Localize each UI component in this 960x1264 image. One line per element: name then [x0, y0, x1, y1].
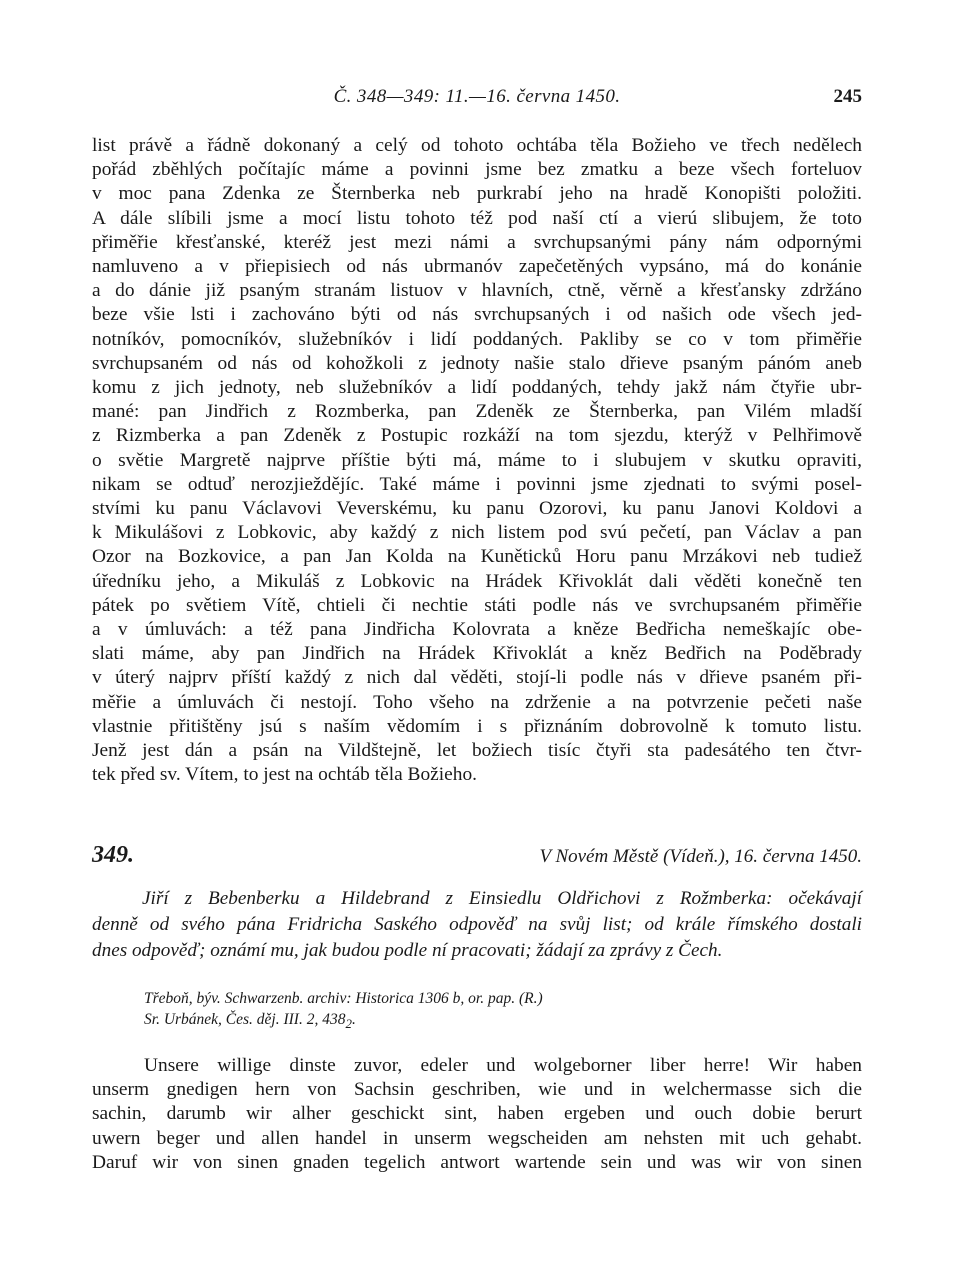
- regest-line: dnes odpověď; oznámí mu, jak budou podle ní pracovati; žádají za zprávy z Čech.: [92, 940, 723, 961]
- running-head: [92, 86, 862, 116]
- text-line: svrchupsaném od nás od kohožkoli z jednoty našie stalo dřieve psaným pánóm aneb: [92, 352, 862, 374]
- document-place-date: V Novém Městě (Vídeň.), 16. června 1450.: [539, 846, 862, 867]
- text-line: pořád zběhlých počítajíc máme a povinni jsme bez zmatku a beze všech forteluov: [92, 159, 862, 181]
- text-line: pátek po světiem Vítě, chtieli či nechtie státi podle nás ve svrchupsaném přiměřie: [92, 594, 862, 616]
- page-number: 245: [833, 86, 862, 107]
- document-number: 349.: [92, 842, 134, 868]
- text-line: notníkóv, pomocníkóv, služebníkóv i lidí poddaných. Pakliby se co v tom přiměřie: [92, 328, 862, 350]
- regest-line: denně od svého pána Fridricha Saského odpověď na svůj list; od krále římského dostali: [92, 914, 862, 935]
- text-line: a do dánie již psaným stranám listuov v hlavních, ctně, věrně a křesťansky zdržáno: [92, 280, 862, 302]
- source-literature-text: Sr. Urbánek, Čes. děj. III. 2, 438: [144, 1011, 346, 1028]
- text-line: přiměřie křesťanské, kteréž jest mezi námi a svrchupsanými pány nám odpornými: [92, 231, 862, 253]
- text-line: úředníku jeho, a Mikuláš z Lobkovic na Hrádek Křivoklát dali věděti konečně ten: [92, 570, 862, 592]
- document-349-text: [92, 1054, 862, 1175]
- text-line: tek před sv. Vítem, to jest na ochtáb těla Božieho.: [92, 764, 478, 786]
- text-line: slati máme, aby pan Jindřich na Hrádek Křivoklát a kněz Bedřich na Poděbrady: [92, 643, 862, 665]
- text-line: nikam se odtuď nerozjieždějíc. Také máme i povinni jsme zjednati to svými posel-: [92, 473, 862, 495]
- text-line: Ozor na Bozkovice, a pan Jan Kolda na Kuněticků Horu panu Mrzákovi neb tudiež: [92, 546, 862, 568]
- source-archive: Třeboň, býv. Schwarzenb. archiv: Historica 1306 b, or. pap. (R.): [144, 990, 543, 1007]
- text-line: beze všie lsti i zachováno býti od nás svrchupsaných i od našich ode všech jed-: [92, 304, 862, 326]
- text-line: vlastnie přitištěny jsú s naším vědomím i s přiznáním dobrovolně k tomuto listu.: [92, 715, 862, 737]
- text-line: unserm gnedigen hern von Sachsin geschriben, wie und in welchermasse sich die: [92, 1079, 862, 1101]
- text-line: měřie a úmluvách či nestojí. Toho všeho na zdrženie a na potvrzenie pečeti naše: [92, 691, 862, 713]
- text-line: sachin, darumb wir alher geschickt sint, haben ergeben und ouch dobie berurt: [92, 1103, 862, 1125]
- text-line: v moc pana Zdenka ze Šternberka neb purkrabí jeho na hradě Konopišti položiti.: [92, 183, 862, 205]
- text-line: a v úmluvách: a též pana Jindřicha Kolovrata a kněze Bedřicha nemeškajíc obe-: [92, 619, 862, 641]
- text-line: Unsere willige dinste zuvor, edeler und wolgeborner liber herre! Wir haben: [144, 1055, 862, 1076]
- text-line: komu z jich jednoty, neb služebníkóv a lidí poddaných, tehdy jakž nám čtyřie ubr-: [92, 377, 862, 399]
- source-literature-end: .: [351, 1011, 356, 1028]
- source-literature: [144, 1009, 844, 1034]
- text-line: Daruf wir von sinen gnaden tegelich antwort wartende sein und was wir von sinen: [92, 1151, 862, 1173]
- document-348-text: [92, 134, 862, 787]
- running-head-title: Č. 348—349: 11.—16. června 1450.: [333, 86, 621, 107]
- document-349-header: [92, 842, 862, 872]
- text-line: A dále slíbili jsme a mocí listu tohoto též pod naší ctí a vierú slibujem, že toto: [92, 207, 862, 229]
- text-line: z Rizmberka a pan Zdeněk z Postupic rozkáží na tom sjezdu, kterýž v Pelhřimově: [92, 425, 862, 447]
- text-line: uwern beger und allen handel in unserm wegscheiden am nehsten mit uch gehabt.: [92, 1127, 862, 1149]
- text-line: list právě a řádně dokonaný a celý od tohoto ochtába těla Božieho ve třech nedělech: [92, 135, 862, 156]
- text-line: namluveno a v přiepisiech od nás ubrmanóv zapečetěných vypsáno, má do konánie: [92, 256, 862, 278]
- regest-line: Jiří z Bebenberku a Hildebrand z Einsiedlu Oldřichovi z Rožmberka: očekávají: [142, 888, 862, 909]
- source-literature-subscript: 2: [345, 1016, 352, 1032]
- document-349-regest: [92, 886, 862, 964]
- text-line: o světie Margretě najprve příštie býti má, máme to i slubujem v skutku opraviti,: [92, 449, 862, 471]
- text-line: mané: pan Jindřich z Rozmberka, pan Zdeněk ze Šternberka, pan Vilém mladší: [92, 401, 862, 423]
- text-line: stvími ku panu Václavovi Veverskému, ku panu Ozorovi, ku panu Janovi Koldovi a: [92, 498, 862, 520]
- text-line: v úterý najprv příští každý z nich dal věděti, stojí-li podle nás v dřieve psaném při-: [92, 667, 862, 689]
- text-line: Jenž jest dán a psán na Vildštejně, let božiech tisíc čtyři sta padesátého ten čtvr-: [92, 740, 862, 762]
- text-line: k Mikulášovi z Lobkovic, aby každý z nich listem pod svú pečetí, pan Václav a pan: [92, 522, 862, 544]
- source-citations: [144, 988, 844, 1034]
